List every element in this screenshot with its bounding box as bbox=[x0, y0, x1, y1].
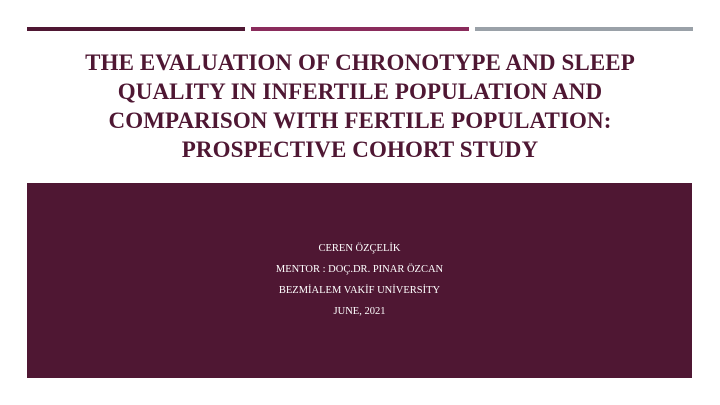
mentor-line: MENTOR : DOÇ.DR. PINAR ÖZCAN bbox=[275, 264, 444, 275]
subtitle-panel bbox=[27, 183, 692, 378]
author-name: CEREN ÖZÇELİK bbox=[318, 243, 401, 254]
title-line-1: THE EVALUATION OF CHRONOTYPE AND SLEEP bbox=[85, 50, 635, 75]
subtitle-block bbox=[27, 238, 692, 322]
university-name: BEZMİALEM VAKİF UNİVERSİTY bbox=[278, 285, 441, 296]
accent-bar-left bbox=[27, 27, 245, 31]
accent-bar-right bbox=[475, 27, 693, 31]
accent-bar-middle bbox=[251, 27, 469, 31]
presentation-date: JUNE, 2021 bbox=[333, 306, 386, 317]
title-line-4: PROSPECTIVE COHORT STUDY bbox=[181, 137, 539, 162]
title-line-3: COMPARISON WITH FERTILE POPULATION: bbox=[108, 108, 612, 133]
title-line-2: QUALITY IN INFERTILE POPULATION AND bbox=[117, 79, 603, 104]
slide-title bbox=[40, 48, 680, 164]
